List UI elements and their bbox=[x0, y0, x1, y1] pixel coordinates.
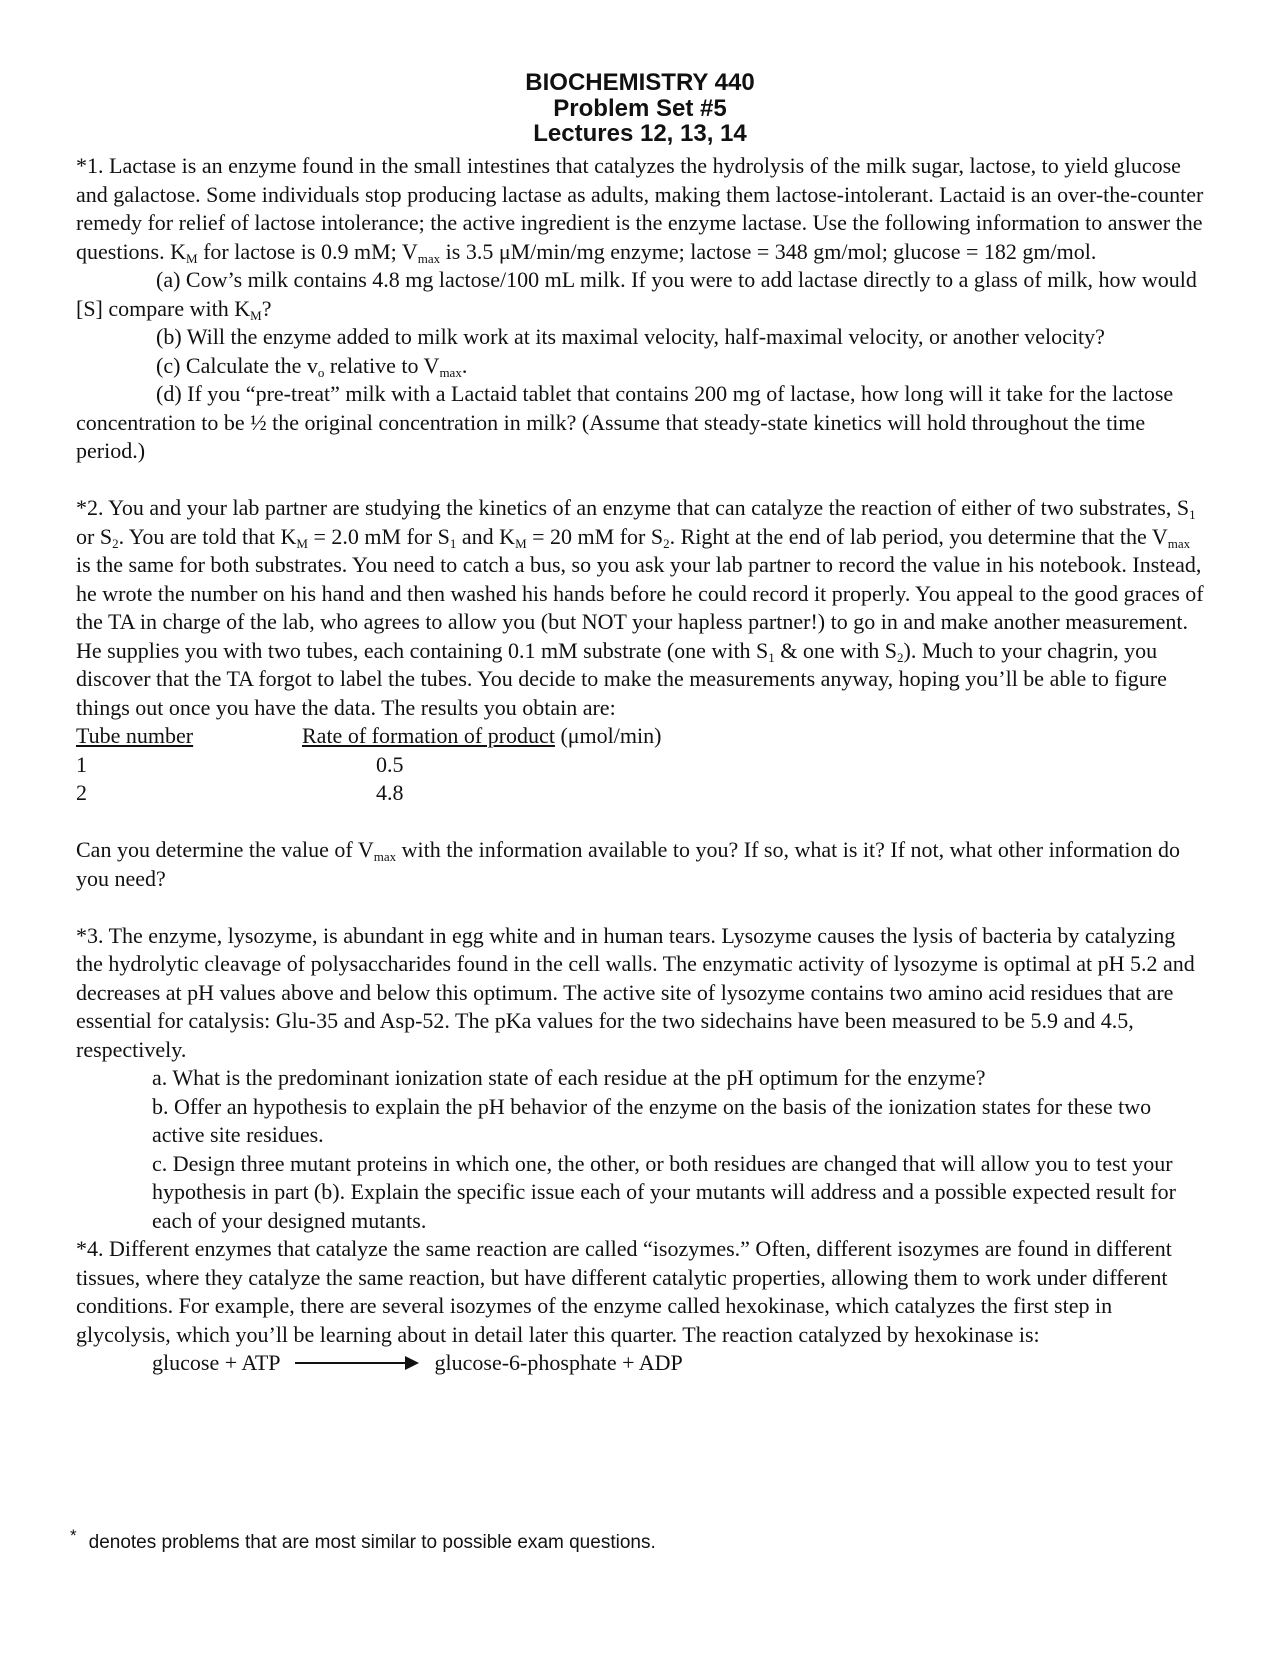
reaction-products: glucose-6-phosphate + ADP bbox=[434, 1350, 683, 1375]
problem-body bbox=[76, 152, 1206, 1378]
lectures-line: Lectures 12, 13, 14 bbox=[533, 120, 747, 147]
document-header bbox=[0, 70, 1280, 147]
hexokinase-reaction bbox=[152, 1349, 1206, 1378]
question-2-intro: *2. You and your lab partner are studying the kinetics of an enzyme that can catalyze the reaction of either of two substrates, $S_1$ or $S_2$. You are told that $K_M = 2.0$ mM for $S_1$ and $K_M = 20$ mM for $S_2$. Right at the end of lab period, you determine that the $V_{max}$ is the same for both substrates. You need to catch a bus, so you ask your lab partner to record the value in his notebook. Instead, he wrote the number on his hand and then washed his hands before he could record it properly. You appeal to the good graces of the TA in charge of the lab, who agrees to allow you (but NOT your hapless partner!) to go in and make another measurement. He supplies you with two tubes, each containing 0.1 mM substrate (one with $S_1$ & one with $S_2$). Much to your chagrin, you discover that the TA forgot to label the tubes. You decide to make the measurements anyway, hoping you’ll be able to figure things out once you have the data. The results you obtain are: bbox=[76, 495, 1204, 720]
reaction-arrow-icon bbox=[295, 1355, 419, 1371]
course-title: BIOCHEMISTRY 440 bbox=[525, 69, 755, 96]
problem-set-title: Problem Set #5 bbox=[553, 94, 727, 122]
question-1-intro: *1. Lactase is an enzyme found in the small intestines that catalyzes the hydrolysis of the milk sugar, lactose, to yield glucose and galactose. Some individuals stop producing lactase as adults, making them lactose-intolerant. Lactaid is an over-the-counter remedy for relief of lactose intolerance; the active ingredient is the enzyme lactase. Use the following information to answer the questions. $K_M$ for lactose is 0.9 mM; $V_{max}$ is 3.5 μM/min/mg enzyme; lactose = 348 gm/mol; glucose = 182 gm/mol. bbox=[76, 153, 1204, 266]
question-3-part-c: c. Design three mutant proteins in which one, the other, or both residues are changed that will allow you to test your hypothesis in part (b). Explain the specific issue each of your mutants will address and a possible expected result for each of your designed mutants. bbox=[152, 1150, 1176, 1233]
table-cell-tube: 2 bbox=[76, 780, 87, 805]
question-1-part-a: (a) Cow’s milk contains 4.8 mg lactose/100 mL milk. If you were to add lactase directly to a glass of milk, how would [S] compare with $K_M$? bbox=[76, 267, 1197, 323]
table-header-rate: Rate of formation of product (μmol/min) bbox=[302, 723, 662, 748]
footnote bbox=[70, 1526, 656, 1554]
footnote-text: denotes problems that are most similar to possible exam questions. bbox=[88, 1532, 656, 1553]
question-3-part-b: b. Offer an hypothesis to explain the pH behavior of the enzyme on the basis of the ionization states for these two active site residues. bbox=[152, 1093, 1152, 1147]
table-cell-rate: 0.5 bbox=[376, 751, 404, 777]
question-4-intro: *4. Different enzymes that catalyze the same reaction are called “isozymes.” Often, different isozymes are found in different tissues, where they catalyze the same reaction, but have different catalytic properties, allowing them to work under different conditions. For example, there are several isozymes of the enzyme called hexokinase, which catalyzes the first step in glycolysis, which you’ll be learning about in detail later this quarter. The reaction catalyzed by hexokinase is: bbox=[76, 1236, 1172, 1347]
asterisk-icon: * bbox=[70, 1526, 77, 1545]
question-1-part-c: (c) Calculate the $v_o$ relative to $V_{max}$. bbox=[156, 352, 468, 380]
question-2-followup: Can you determine the value of $V_{max}$ with the information available to you? If so, what is it? If not, what other information do you need? bbox=[76, 837, 1180, 891]
question-1-part-d: (d) If you “pre-treat” milk with a Lactaid tablet that contains 200 mg of lactase, how long will it take for the lactose concentration to be ½ the original concentration in milk? (Assume that steady-state kinetics will hold throughout the time period.) bbox=[76, 381, 1174, 463]
table-cell-tube: 1 bbox=[76, 751, 87, 777]
question-3-part-a: a. What is the predominant ionization state of each residue at the pH optimum for the enzyme? bbox=[152, 1065, 986, 1090]
table-header-tube: Tube number bbox=[76, 723, 194, 748]
question-1-part-b: (b) Will the enzyme added to milk work at its maximal velocity, half-maximal velocity, or another velocity? bbox=[156, 324, 1105, 349]
reaction-reactants: glucose + ATP bbox=[152, 1350, 281, 1375]
question-3-intro: *3. The enzyme, lysozyme, is abundant in egg white and in human tears. Lysozyme causes the lysis of bacteria by catalyzing the hydrolytic cleavage of polysaccharides found in the cell walls. The enzymatic activity of lysozyme is optimal at pH 5.2 and decreases at pH values above and below this optimum. The active site of lysozyme contains two amino acid residues that are essential for catalysis: Glu-35 and Asp-52. The pKa values for the two sidechains have been measured to be 5.9 and 4.5, respectively. bbox=[76, 922, 1195, 1062]
results-table bbox=[76, 722, 1206, 808]
table-cell-rate: 4.8 bbox=[376, 780, 404, 805]
